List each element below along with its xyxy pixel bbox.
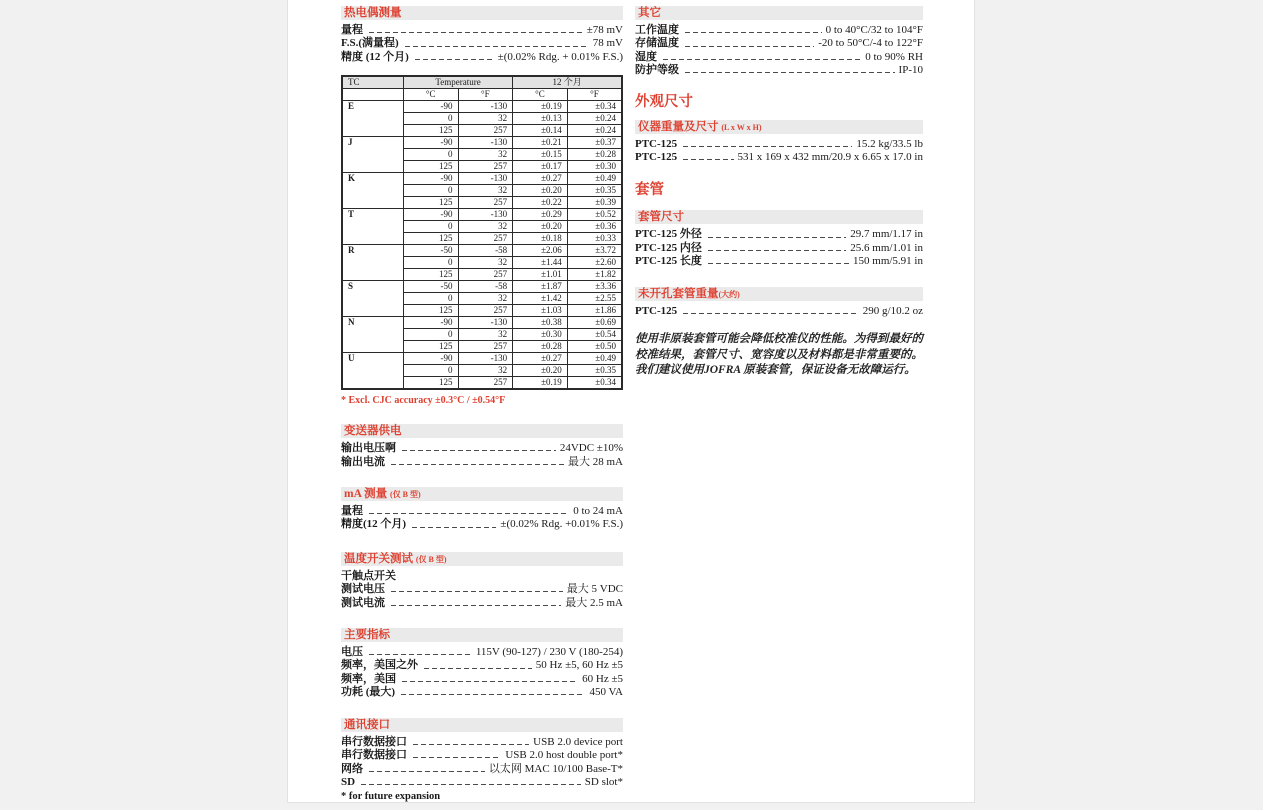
table-cell: ±1.44 [513, 257, 568, 269]
table-cell: -90 [403, 317, 458, 329]
spec-value: 最大 28 mA [568, 455, 623, 468]
spec-line [635, 228, 923, 241]
spec-value: 78 mV [592, 37, 623, 50]
tc-type-cell: J [342, 137, 403, 173]
table-cell: ±0.24 [567, 113, 622, 125]
table-cell: ±0.30 [567, 161, 622, 173]
table-cell: ±0.20 [513, 221, 568, 233]
spec-value: USB 2.0 host double port* [505, 749, 623, 762]
table-cell: ±1.82 [567, 269, 622, 281]
spec-line [341, 456, 623, 469]
expansion-footnote: * for future expansion [341, 791, 441, 803]
table-row [342, 137, 622, 149]
spec-line [341, 659, 623, 672]
spec-value: 29.7 mm/1.17 in [850, 228, 923, 241]
table-cell: ±0.17 [513, 161, 568, 173]
table-cell: 32 [458, 185, 513, 197]
table-units-row [342, 89, 622, 101]
table-cell: ±0.20 [513, 185, 568, 197]
sleeve-warning-note: 使用非原装套管可能会降低校准仪的性能。为得到最好的校准结果，套管尺寸、宽容度以及材料都是非常重要的。我们建议使用JOFRA 原装套管，保证设备无故障运行。 [635, 333, 923, 377]
spec-value: -20 to 50°C/-4 to 122°F [818, 37, 923, 50]
table-cell: ±0.30 [513, 329, 568, 341]
spec-label: 干触点开关 [341, 569, 396, 582]
table-cell: -90 [403, 353, 458, 365]
table-cell: ±0.39 [567, 197, 622, 209]
spec-line [341, 518, 623, 531]
table-cell: -90 [403, 101, 458, 113]
spec-label: 工作温度 [635, 24, 679, 36]
spec-label: 精度 (12 个月) [341, 50, 409, 63]
table-cell: -90 [403, 137, 458, 149]
spec-line [341, 763, 623, 776]
section-header-suffix: (大约) [718, 289, 740, 299]
dotted-leader [391, 464, 564, 465]
dotted-leader [413, 744, 529, 745]
section-header-label: 未开孔套管重量 [638, 287, 719, 300]
spec-value: 50 Hz ±5, 60 Hz ±5 [535, 659, 623, 672]
table-cell: 125 [403, 125, 458, 137]
table-cell: 257 [458, 161, 513, 173]
table-row [342, 173, 622, 185]
spec-label: SD [341, 775, 356, 788]
section-header-label: 主要指标 [344, 629, 390, 642]
spec-line [341, 776, 623, 789]
dotted-leader [402, 450, 556, 451]
table-cell: 257 [458, 125, 513, 137]
spec-value: 25.6 mm/1.01 in [850, 241, 923, 254]
table-cell: -90 [403, 209, 458, 221]
dotted-leader [685, 32, 822, 33]
table-cell: ±0.54 [567, 329, 622, 341]
table-cell: 32 [458, 113, 513, 125]
table-cell: -130 [458, 137, 513, 149]
spec-line [341, 646, 623, 659]
spec-line [635, 64, 923, 77]
dotted-leader [369, 32, 583, 33]
spec-label: PTC-125 [635, 304, 678, 317]
dotted-leader [412, 527, 496, 528]
other-spec-lines [635, 24, 923, 78]
dotted-leader [685, 46, 814, 47]
table-cell: ±0.34 [567, 101, 622, 113]
ma-spec-lines [341, 505, 623, 532]
table-cell: ±0.19 [513, 377, 568, 390]
section-header-weight-size [635, 120, 923, 134]
table-cell: ±0.37 [567, 137, 622, 149]
tc-type-cell: R [342, 245, 403, 281]
spec-label: 测试电流 [341, 596, 385, 609]
table-cell: ±0.35 [567, 365, 622, 377]
dotted-leader [369, 771, 485, 772]
spec-value: 最大 2.5 mA [565, 596, 623, 609]
table-cell: ±0.34 [567, 377, 622, 390]
document-page [287, 0, 975, 803]
spec-line [341, 505, 623, 518]
table-cell: 125 [403, 341, 458, 353]
tc-type-cell: E [342, 101, 403, 137]
table-row [342, 353, 622, 365]
dotted-leader [401, 694, 585, 695]
thermocouple-spec-lines [341, 24, 623, 64]
table-cell: ±3.36 [567, 281, 622, 293]
table-cell: ±0.20 [513, 365, 568, 377]
table-header-row [342, 76, 622, 89]
spec-label: 湿度 [635, 50, 657, 63]
table-cell: ±0.14 [513, 125, 568, 137]
spec-line [341, 37, 623, 50]
dotted-leader [413, 757, 501, 758]
spec-label: PTC-125 [635, 137, 678, 150]
table-cell: ±1.86 [567, 305, 622, 317]
dotted-leader [369, 654, 472, 655]
table-cell: 125 [403, 161, 458, 173]
table-cell: ±0.27 [513, 353, 568, 365]
spec-value: ±78 mV [586, 24, 623, 36]
table-row [342, 101, 622, 113]
spec-line [341, 749, 623, 762]
col-header-temperature: Temperature [403, 76, 512, 89]
spec-label: 输出电流 [341, 455, 385, 468]
spec-value: IP-10 [898, 64, 923, 77]
spec-line [635, 37, 923, 50]
spec-value: 450 VA [589, 686, 623, 699]
switch-test-spec-lines [341, 570, 623, 610]
table-cell: -50 [403, 281, 458, 293]
spec-line [341, 597, 623, 610]
table-cell: ±0.28 [567, 149, 622, 161]
section-header-label: 通讯接口 [344, 718, 390, 731]
table-cell: 32 [458, 257, 513, 269]
tc-type-cell: K [342, 173, 403, 209]
table-cell: 0 [403, 329, 458, 341]
table-cell: ±1.87 [513, 281, 568, 293]
comm-spec-lines [341, 736, 623, 804]
table-cell: -130 [458, 317, 513, 329]
section-header-sleeve-weight [635, 287, 923, 301]
table-cell: 32 [458, 329, 513, 341]
cjc-footnote: * Excl. CJC accuracy ±0.3°C / ±0.54°F [341, 395, 506, 407]
spec-line [341, 583, 623, 596]
dotted-leader [424, 668, 532, 669]
spec-line [635, 24, 923, 37]
table-cell: ±0.38 [513, 317, 568, 329]
section-header-label: 温度开关测试 [344, 552, 413, 565]
spec-label: 防护等级 [635, 64, 679, 77]
table-cell: 125 [403, 269, 458, 281]
spec-value: SD slot* [584, 775, 623, 788]
sleeve-size-lines [635, 228, 923, 268]
section-header-main-specs [341, 628, 623, 642]
table-cell: 257 [458, 233, 513, 245]
table-cell: ±0.24 [567, 125, 622, 137]
spec-line [341, 442, 623, 455]
section-header-label: 其它 [638, 7, 661, 19]
main-specs-lines [341, 646, 623, 700]
spec-value: USB 2.0 device port [533, 735, 623, 748]
section-header-comm-ports [341, 718, 623, 732]
spec-line [635, 242, 923, 255]
spec-line [341, 686, 623, 699]
spec-value: 0 to 24 mA [573, 505, 623, 518]
spec-value: ±(0.02% Rdg. +0.01% F.S.) [500, 518, 623, 531]
table-cell: 257 [458, 269, 513, 281]
table-cell: -58 [458, 281, 513, 293]
table-cell: 125 [403, 305, 458, 317]
spec-value: 0 to 40°C/32 to 104°F [825, 24, 923, 36]
spec-value: 150 mm/5.91 in [853, 255, 923, 268]
spec-line [635, 51, 923, 64]
table-cell: 0 [403, 149, 458, 161]
tc-type-cell: U [342, 353, 403, 390]
spec-line [635, 305, 923, 318]
dotted-leader [369, 513, 569, 514]
table-cell: ±0.49 [567, 173, 622, 185]
sleeve-weight-lines [635, 305, 923, 318]
section-header-label: 套管尺寸 [638, 211, 684, 224]
spec-label: 输出电压啊 [341, 442, 396, 455]
unit-cell: °C [403, 89, 458, 101]
spec-label: 存储温度 [635, 37, 679, 50]
table-cell: ±0.13 [513, 113, 568, 125]
heading-sleeve: 套管 [635, 182, 664, 199]
unit-cell: °F [458, 89, 513, 101]
table-cell: 0 [403, 185, 458, 197]
spec-label: 频率，美国之外 [341, 659, 418, 672]
table-cell: ±1.42 [513, 293, 568, 305]
spec-label: 精度(12 个月) [341, 518, 407, 531]
left-column [341, 6, 623, 803]
table-cell: 32 [458, 365, 513, 377]
section-header-ma-measure [341, 487, 623, 501]
spec-label: 功耗 (最大) [341, 686, 396, 699]
table-cell: ±1.03 [513, 305, 568, 317]
table-cell: ±0.21 [513, 137, 568, 149]
table-cell: ±0.49 [567, 353, 622, 365]
section-header-transmitter-supply [341, 424, 623, 438]
table-cell: 32 [458, 293, 513, 305]
dotted-leader [402, 681, 578, 682]
spec-label: PTC-125 [635, 151, 678, 164]
spec-value: 24VDC ±10% [559, 442, 623, 455]
spec-label: 网络 [341, 762, 363, 775]
table-cell: ±2.06 [513, 245, 568, 257]
spec-label: 电压 [341, 646, 363, 659]
dotted-leader [708, 250, 846, 251]
spec-label: 测试电压 [341, 583, 385, 596]
spec-value: 15.2 kg/33.5 lb [856, 137, 923, 150]
table-cell: -90 [403, 173, 458, 185]
spec-label: PTC-125 长度 [635, 255, 702, 268]
spec-value: 290 g/10.2 oz [862, 304, 923, 317]
table-cell: -50 [403, 245, 458, 257]
section-header-switch-test [341, 552, 623, 566]
table-cell: ±0.18 [513, 233, 568, 245]
table-cell: ±0.69 [567, 317, 622, 329]
spec-value: 以太网 MAC 10/100 Base-T* [488, 762, 623, 775]
col-header-12months: 12 个月 [513, 76, 622, 89]
table-cell: ±0.35 [567, 185, 622, 197]
table-cell: 125 [403, 197, 458, 209]
table-cell: ±2.55 [567, 293, 622, 305]
spec-value: 最大 5 VDC [566, 583, 623, 596]
table-cell: -130 [458, 101, 513, 113]
spec-value: 115V (90-127) / 230 V (180-254) [475, 646, 623, 659]
dotted-leader [361, 784, 581, 785]
table-cell: ±0.50 [567, 341, 622, 353]
table-cell: -130 [458, 173, 513, 185]
spec-label: F.S.(满量程) [341, 37, 399, 50]
table-cell: ±2.60 [567, 257, 622, 269]
section-header-suffix: (仅 B 型) [390, 490, 421, 500]
spec-line [635, 151, 923, 164]
dotted-leader [683, 159, 733, 160]
section-header-sleeve-size [635, 210, 923, 224]
heading-dimensions: 外观尺寸 [635, 93, 693, 110]
table-cell: 0 [403, 293, 458, 305]
spec-label: 量程 [341, 505, 363, 518]
table-cell: ±0.27 [513, 173, 568, 185]
table-cell: ±0.28 [513, 341, 568, 353]
table-cell: ±0.29 [513, 209, 568, 221]
table-cell: ±0.22 [513, 197, 568, 209]
spec-label: PTC-125 内径 [635, 241, 702, 254]
table-cell: 0 [403, 257, 458, 269]
spec-line [341, 736, 623, 749]
spec-value: 531 x 169 x 432 mm/20.9 x 6.65 x 17.0 in [737, 151, 923, 164]
unit-cell: °C [513, 89, 568, 101]
spec-label: 串行数据接口 [341, 749, 407, 762]
table-cell: -130 [458, 353, 513, 365]
spec-label: 串行数据接口 [341, 735, 407, 748]
spec-line [341, 24, 623, 37]
table-cell: -130 [458, 209, 513, 221]
table-cell: 0 [403, 221, 458, 233]
dotted-leader [708, 263, 849, 264]
unit-cell: °F [567, 89, 622, 101]
thermocouple-accuracy-table [341, 75, 623, 390]
table-row [342, 317, 622, 329]
table-cell: 0 [403, 113, 458, 125]
table-row [342, 209, 622, 221]
dotted-leader [683, 313, 859, 314]
dotted-leader [683, 146, 852, 147]
table-cell: ±0.52 [567, 209, 622, 221]
section-header-label: 热电偶测量 [344, 7, 402, 19]
dotted-leader [663, 59, 861, 60]
section-header-label: 仪器重量及尺寸 [638, 120, 719, 133]
table-head [342, 76, 622, 101]
tc-type-cell: T [342, 209, 403, 245]
spec-label: 量程 [341, 24, 363, 36]
dotted-leader [405, 46, 589, 47]
table-cell: ±1.01 [513, 269, 568, 281]
dotted-leader [391, 605, 561, 606]
section-header-suffix: (L x W x H) [721, 122, 762, 132]
section-header-thermocouple [341, 6, 623, 20]
table-cell: 32 [458, 221, 513, 233]
spec-label: 频率，美国 [341, 672, 396, 685]
section-header-label: 变送器供电 [344, 425, 402, 438]
right-column [635, 6, 923, 379]
spec-sublabel-line [341, 570, 623, 583]
table-cell: 257 [458, 305, 513, 317]
dotted-leader [685, 72, 895, 73]
table-cell: ±0.15 [513, 149, 568, 161]
table-row [342, 245, 622, 257]
tc-type-cell: N [342, 317, 403, 353]
section-header-other [635, 6, 923, 20]
table-cell: 257 [458, 341, 513, 353]
table-cell: 125 [403, 377, 458, 390]
spec-label: PTC-125 外径 [635, 228, 702, 241]
spec-line [635, 255, 923, 268]
transmitter-spec-lines [341, 442, 623, 469]
table-cell: ±0.33 [567, 233, 622, 245]
table-cell: 125 [403, 233, 458, 245]
dotted-leader [415, 59, 494, 60]
table-row [342, 281, 622, 293]
table-cell: ±0.19 [513, 101, 568, 113]
section-header-suffix: (仅 B 型) [415, 554, 447, 564]
spec-line [341, 51, 623, 64]
spec-line [635, 138, 923, 151]
spec-value: 0 to 90% RH [865, 50, 923, 63]
table-cell: ±0.36 [567, 221, 622, 233]
table-cell: -58 [458, 245, 513, 257]
table-cell: 257 [458, 377, 513, 390]
table-cell: ±3.72 [567, 245, 622, 257]
unit-cell-empty [342, 89, 403, 101]
table-cell: 0 [403, 365, 458, 377]
weight-size-lines [635, 138, 923, 165]
spec-value: 60 Hz ±5 [582, 672, 623, 685]
section-header-label: mA 测量 [344, 488, 388, 501]
table-cell: 257 [458, 197, 513, 209]
spec-line [341, 673, 623, 686]
tc-table-body [342, 101, 622, 390]
dotted-leader [391, 591, 563, 592]
tc-type-cell: S [342, 281, 403, 317]
spec-value: ±(0.02% Rdg. + 0.01% F.S.) [497, 50, 623, 63]
col-header-tc: TC [342, 76, 403, 89]
table-cell: 32 [458, 149, 513, 161]
dotted-leader [708, 237, 846, 238]
